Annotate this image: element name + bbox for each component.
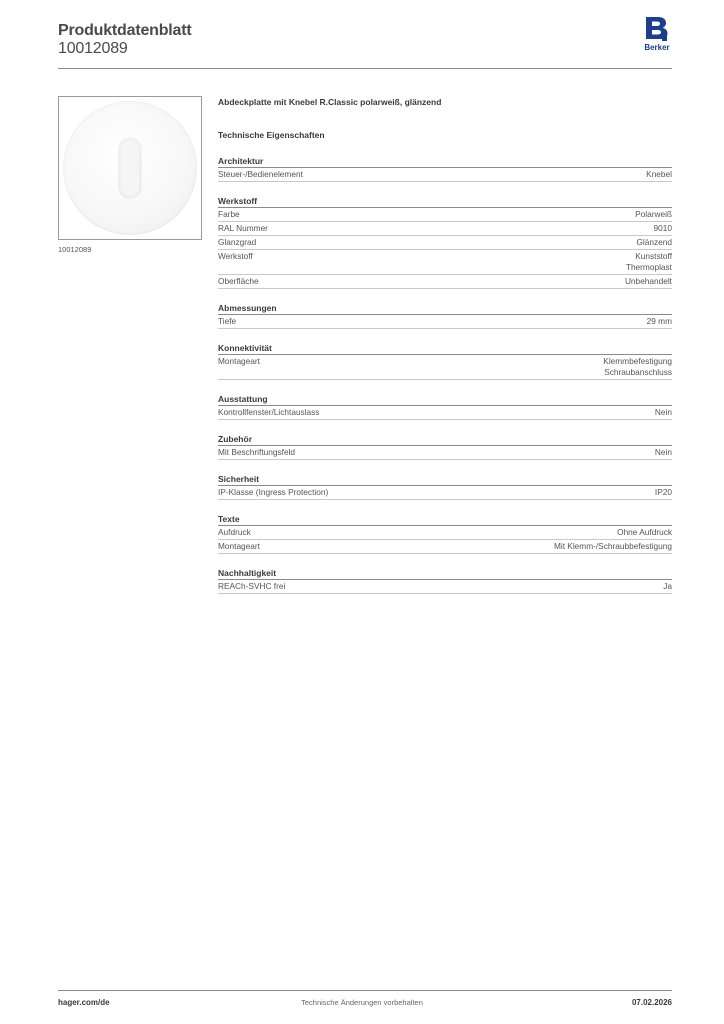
property-value: 29 mm xyxy=(646,316,672,326)
property-label: Farbe xyxy=(218,209,240,219)
property-row xyxy=(218,236,672,250)
section-heading: Zubehör xyxy=(218,433,672,446)
property-section xyxy=(218,342,672,380)
property-label: Steuer-/Bedienelement xyxy=(218,169,303,179)
image-caption: 10012089 xyxy=(58,245,92,254)
property-value: Ohne Aufdruck xyxy=(617,527,672,537)
footer-notice: Technische Änderungen vorbehalten xyxy=(301,998,423,1007)
property-label: Aufdruck xyxy=(218,527,251,537)
property-label: Montageart xyxy=(218,541,260,551)
property-row xyxy=(218,275,672,289)
property-row xyxy=(218,315,672,329)
property-row xyxy=(218,208,672,222)
property-section xyxy=(218,195,672,289)
product-image xyxy=(58,96,202,240)
property-value: Ja xyxy=(663,581,672,591)
property-value: IP20 xyxy=(654,487,672,497)
property-section xyxy=(218,393,672,420)
property-row xyxy=(218,222,672,236)
property-row xyxy=(218,168,672,182)
technical-properties-title: Technische Eigenschaften xyxy=(218,130,325,140)
berker-logo xyxy=(640,17,674,57)
property-label: Tiefe xyxy=(218,316,237,326)
property-section xyxy=(218,302,672,329)
product-number: 10012089 xyxy=(58,40,128,57)
property-label: Kontrollfenster/Lichtauslass xyxy=(218,407,320,417)
toggle-knob xyxy=(120,139,140,197)
property-label: Oberfläche xyxy=(218,276,259,286)
property-value: Nein xyxy=(654,407,672,417)
page-title: Produktdatenblatt xyxy=(58,22,192,39)
section-heading: Konnektivität xyxy=(218,342,672,355)
property-value: Polarweiß xyxy=(635,209,672,219)
property-value: Glänzend xyxy=(636,237,672,247)
property-value: Mit Klemm-/Schraubbefestigung xyxy=(553,541,672,551)
cover-plate xyxy=(63,101,197,235)
property-section xyxy=(218,513,672,554)
property-row xyxy=(218,580,672,594)
property-sections xyxy=(218,155,672,594)
product-details xyxy=(218,96,672,594)
property-section xyxy=(218,567,672,594)
property-value: Knebel xyxy=(646,169,672,179)
footer-divider xyxy=(58,990,672,991)
product-title: Abdeckplatte mit Knebel R.Classic polarweiß, glänzend xyxy=(218,97,442,107)
property-label: Mit Beschriftungsfeld xyxy=(218,447,296,457)
property-row xyxy=(218,406,672,420)
section-heading: Sicherheit xyxy=(218,473,672,486)
property-section xyxy=(218,473,672,500)
section-heading: Texte xyxy=(218,513,672,526)
property-row xyxy=(218,486,672,500)
property-label: Werkstoff xyxy=(218,251,253,261)
property-value: Kunststoff Thermoplast xyxy=(625,251,672,272)
berker-logo-text: Berker xyxy=(644,43,670,52)
property-value: Nein xyxy=(654,447,672,457)
property-value: Klemmbefestigung Schraubanschluss xyxy=(603,356,672,377)
header-divider xyxy=(58,68,672,69)
section-heading: Werkstoff xyxy=(218,195,672,208)
property-value: 9010 xyxy=(653,223,672,233)
footer-website: hager.com/de xyxy=(58,998,110,1007)
property-label: RAL Nummer xyxy=(218,223,268,233)
property-value: Unbehandelt xyxy=(624,276,672,286)
property-section xyxy=(218,155,672,182)
section-heading: Ausstattung xyxy=(218,393,672,406)
property-label: IP-Klasse (Ingress Protection) xyxy=(218,487,329,497)
berker-logo-icon xyxy=(644,17,670,42)
property-label: Glanzgrad xyxy=(218,237,257,247)
section-heading: Abmessungen xyxy=(218,302,672,315)
section-heading: Architektur xyxy=(218,155,672,168)
property-row xyxy=(218,250,672,275)
property-label: REACh-SVHC frei xyxy=(218,581,286,591)
property-label: Montageart xyxy=(218,356,260,366)
property-row xyxy=(218,540,672,554)
property-row xyxy=(218,446,672,460)
property-row xyxy=(218,355,672,380)
property-section xyxy=(218,433,672,460)
footer-date: 07.02.2026 xyxy=(631,998,672,1007)
property-row xyxy=(218,526,672,540)
section-heading: Nachhaltigkeit xyxy=(218,567,672,580)
